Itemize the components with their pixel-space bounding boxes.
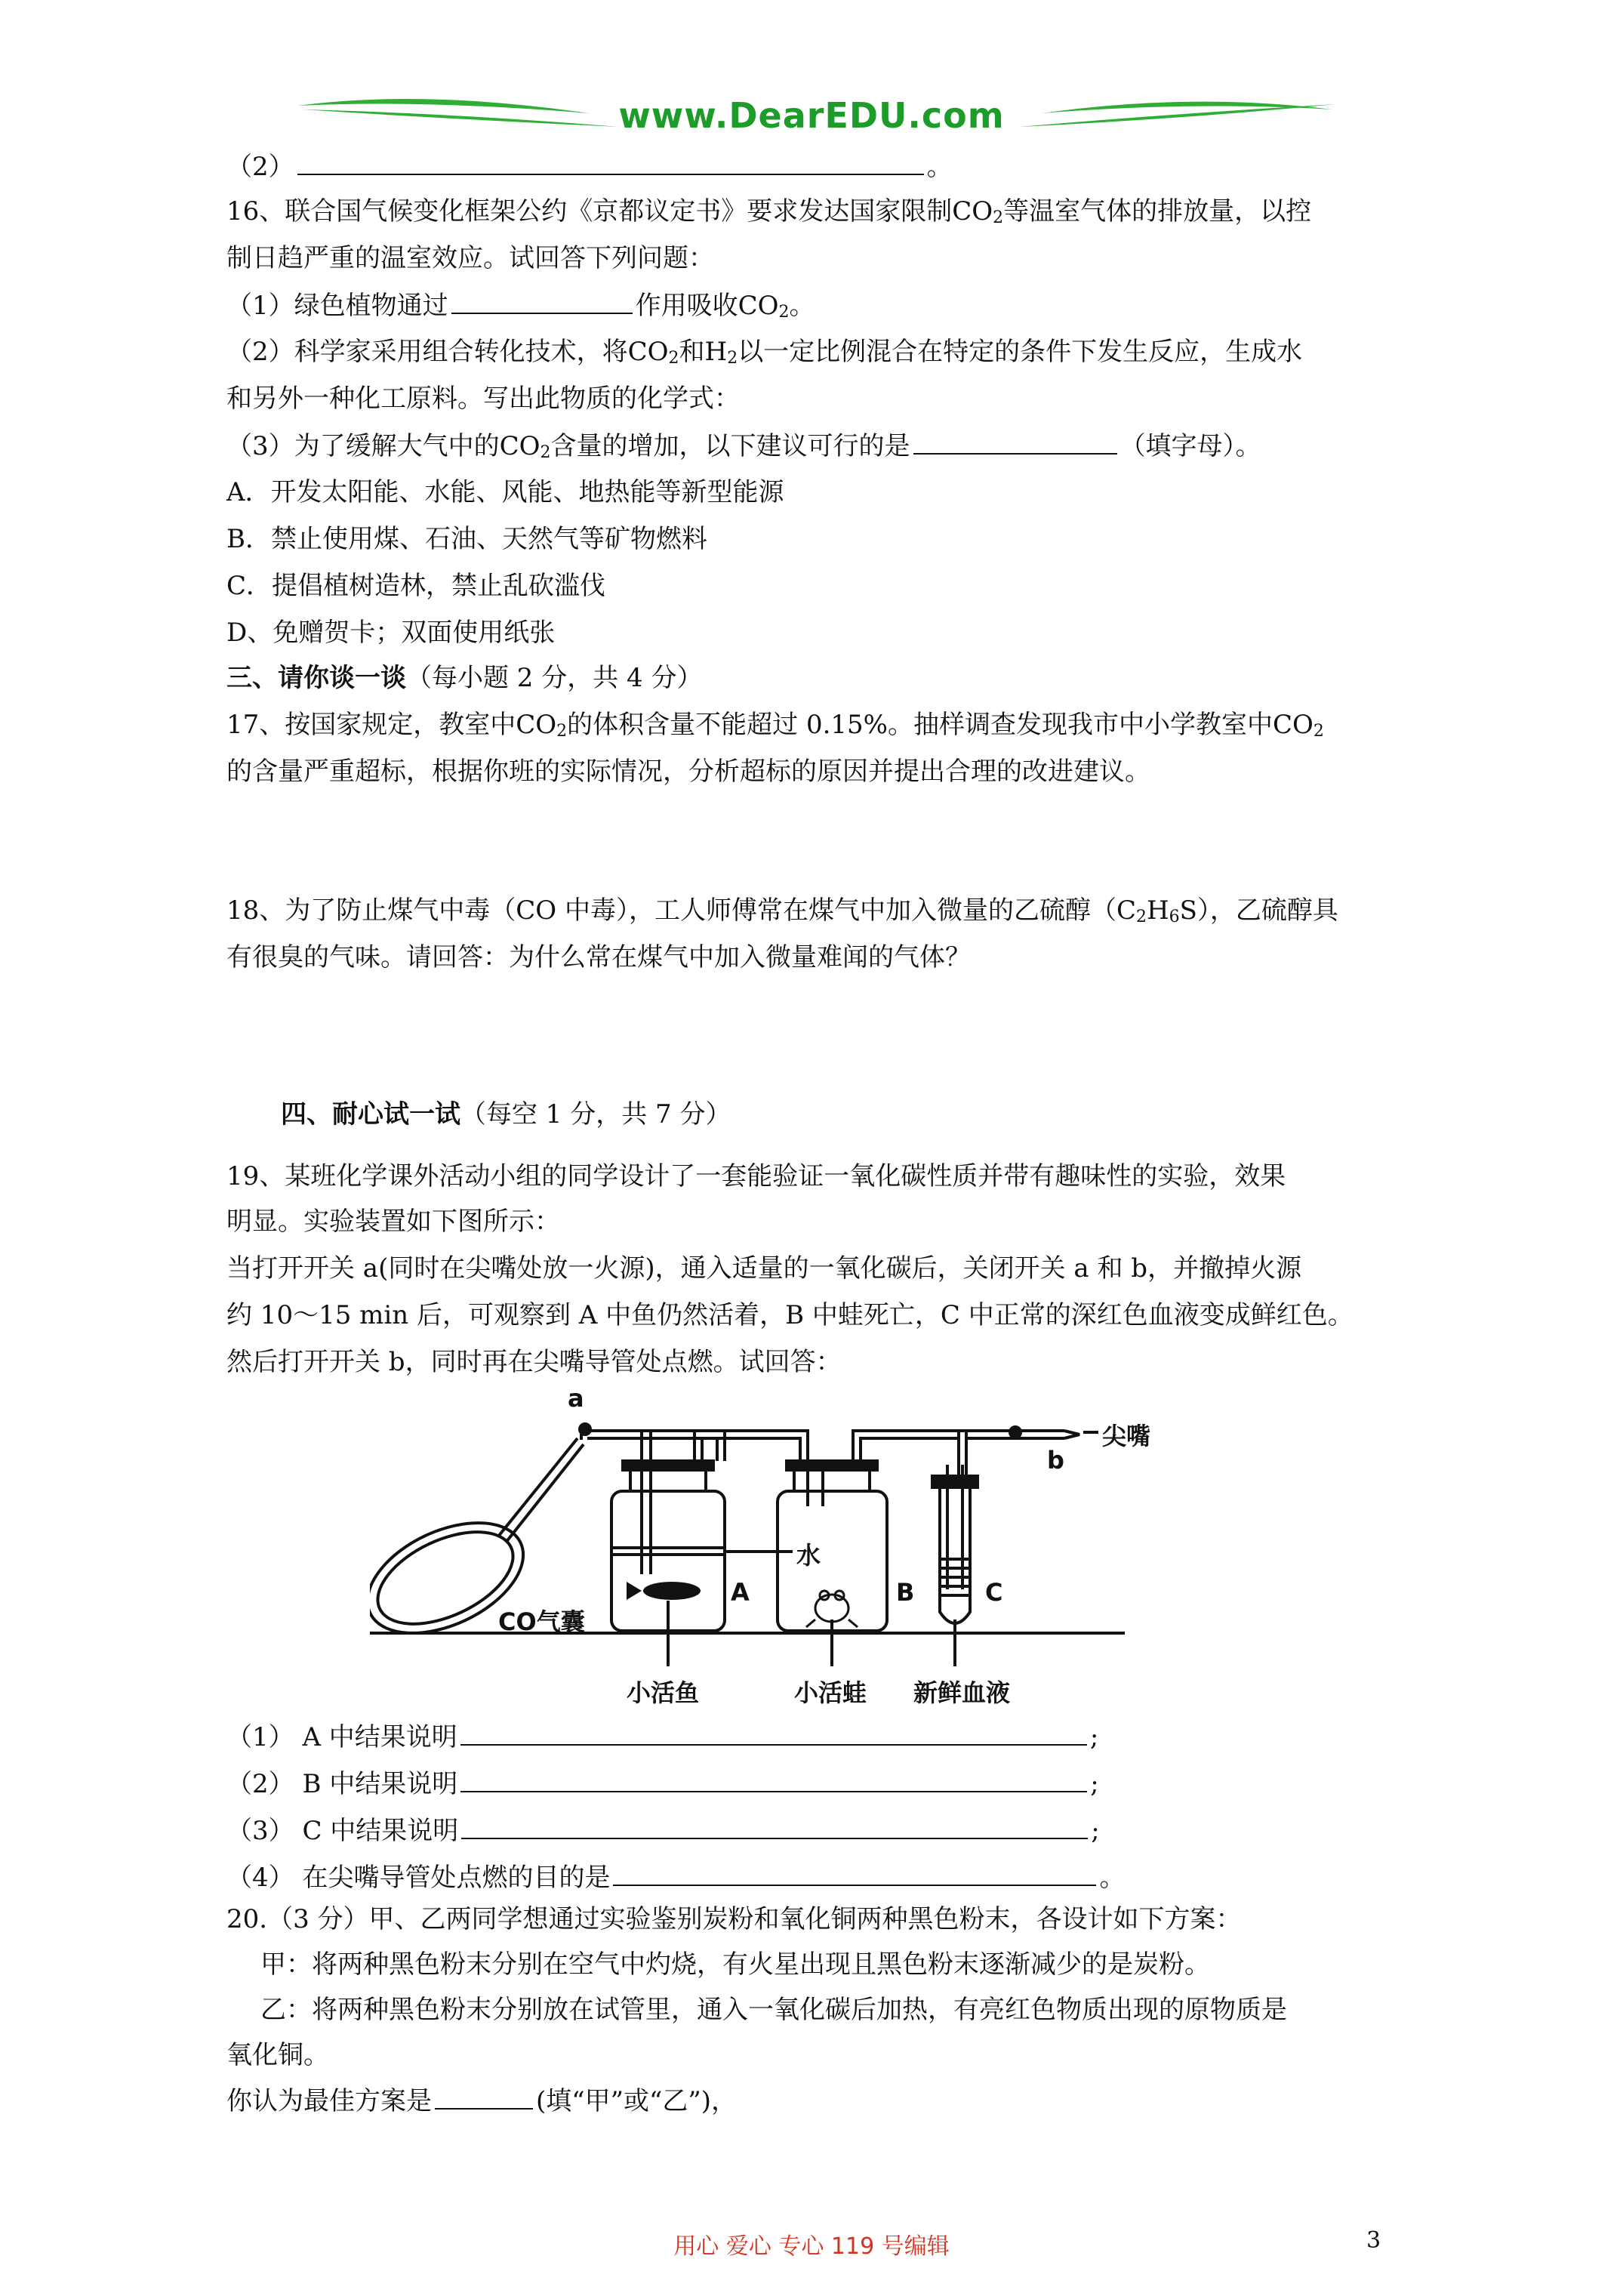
answer-blank[interactable]	[461, 1815, 1088, 1839]
fish-label: 小活鱼	[627, 1678, 700, 1707]
q20-plan-yi: 乙：将两种黑色粉末分别放在试管里，通入一氧化碳后加热，有亮红色物质出现的原物质是	[260, 1995, 1287, 2025]
option-a: A．开发太阳能、水能、风能、地热能等新型能源	[226, 477, 784, 507]
valve-b-label: b	[1047, 1446, 1064, 1475]
q16-part3: （3）为了缓解大气中的$CO_2$含量的增加，以下建议可行的是 （填字母）。	[226, 431, 1261, 462]
section-4-heading: 四、耐心试一试（每空 1 分，共 7 分）	[281, 1099, 731, 1130]
q17-line2: 的含量严重超标，根据你班的实际情况，分析超标的原因并提出合理的改进建议。	[226, 757, 1150, 787]
water-label: 水	[796, 1541, 821, 1570]
blood-label: 新鲜血液	[913, 1678, 1011, 1707]
q18-line2: 有很臭的气味。请回答：为什么常在煤气中加入微量难闻的气体？	[226, 942, 971, 972]
q19-line5: 然后打开开关 b，同时再在尖嘴导管处点燃。试回答：	[226, 1347, 842, 1377]
q16-line2: 制日趋严重的温室效应。试回答下列问题：	[226, 243, 714, 273]
q16-part2-cont: 和另外一种化工原料。写出此物质的化学式：	[226, 384, 740, 414]
q19-answer-4: （4） 在尖嘴导管处点燃的目的是 。	[226, 1863, 1126, 1893]
q20-line1: 20.（3 分）甲、乙两同学想通过实验鉴别炭粉和氧化铜两种黑色粉末，各设计如下方案：	[226, 1904, 1242, 1934]
q19-line1: 19、某班化学课外活动小组的同学设计了一套能验证一氧化碳性质并带有趣味性的实验，效果	[226, 1161, 1286, 1191]
bottle-a-label: A	[731, 1578, 750, 1607]
header-site-text: www.DearEDU.com	[618, 95, 1005, 136]
footer-text: 用心 爱心 专心 119 号编辑	[673, 2233, 950, 2260]
option-c: C．提倡植树造林，禁止乱砍滥伐	[226, 571, 606, 601]
answer-blank[interactable]	[913, 430, 1117, 455]
option-b: B．禁止使用煤、石油、天然气等矿物燃料	[226, 524, 707, 554]
answer-blank[interactable]	[451, 290, 633, 314]
tube-c-label: C	[985, 1578, 1003, 1607]
option-d: D、免赠贺卡；双面使用纸张	[226, 618, 556, 648]
valve-a-label: a	[568, 1384, 584, 1413]
answer-blank[interactable]	[297, 151, 924, 175]
bottle-b-label: B	[896, 1578, 915, 1607]
answer-blank[interactable]	[613, 1862, 1096, 1886]
q19-line4: 约 10～15 min 后，可观察到 A 中鱼仍然活着，B 中蛙死亡，C 中正常的深红色血液变成鲜红色。	[226, 1300, 1354, 1330]
experiment-apparatus-figure	[370, 1384, 1208, 1710]
q19-line3: 当打开开关 a(同时在尖嘴处放一火源)，通入适量的一氧化碳后，关闭开关 a 和 b，并撤掉火源	[226, 1253, 1302, 1284]
q19-answer-3: （3） C 中结果说明 ;	[226, 1816, 1100, 1846]
answer-blank[interactable]	[435, 2085, 533, 2110]
co-bag-label: CO气囊	[498, 1607, 585, 1636]
answer-blank[interactable]	[460, 1721, 1087, 1746]
q17-line1: 17、按国家规定，教室中$CO_2$的体积含量不能超过 0.15%。抽样调查发现我市中小学教室中$CO_2$	[226, 710, 1324, 741]
q19-line2: 明显。实验装置如下图所示：	[226, 1207, 560, 1237]
q16-part1: （1）绿色植物通过 作用吸收$CO_2$。	[226, 291, 815, 322]
q19-answer-1: （1） A 中结果说明 ;	[226, 1722, 1099, 1752]
q18-line1: 18、为了防止煤气中毒（CO 中毒），工人师傅常在煤气中加入微量的乙硫醇$(C_2H_6S)$，乙硫醇具	[226, 895, 1338, 926]
tip-label: 尖嘴	[1102, 1422, 1151, 1450]
q16-part2: （2）科学家采用组合转化技术，将$CO_2$和$H_2$以一定比例混合在特定的条件下发生反应，生成水	[226, 337, 1303, 368]
apparatus-drawing	[370, 1393, 1208, 1710]
q16-line1: 16、联合国气候变化框架公约《京都议定书》要求发达国家限制$CO_2$等温室气体的排放量，以控	[226, 196, 1312, 227]
q20-plan-jia: 甲：将两种黑色粉末分别在空气中灼烧，有火星出现且黑色粉末逐渐减少的是炭粉。	[260, 1949, 1210, 1980]
q15-part2: （2） 。	[226, 152, 953, 182]
frog-label: 小活蛙	[794, 1678, 867, 1707]
answer-blank[interactable]	[460, 1768, 1087, 1792]
q19-answer-2: （2） B 中结果说明 ;	[226, 1769, 1099, 1799]
page-number: 3	[1366, 2227, 1381, 2254]
q20-best-plan: 你认为最佳方案是 (填“甲”或“乙”)，	[226, 2086, 738, 2116]
q20-plan-yi-cont: 氧化铜。	[226, 2040, 329, 2070]
section-3-heading: 三、请你谈一谈（每小题 2 分，共 4 分）	[226, 663, 703, 693]
